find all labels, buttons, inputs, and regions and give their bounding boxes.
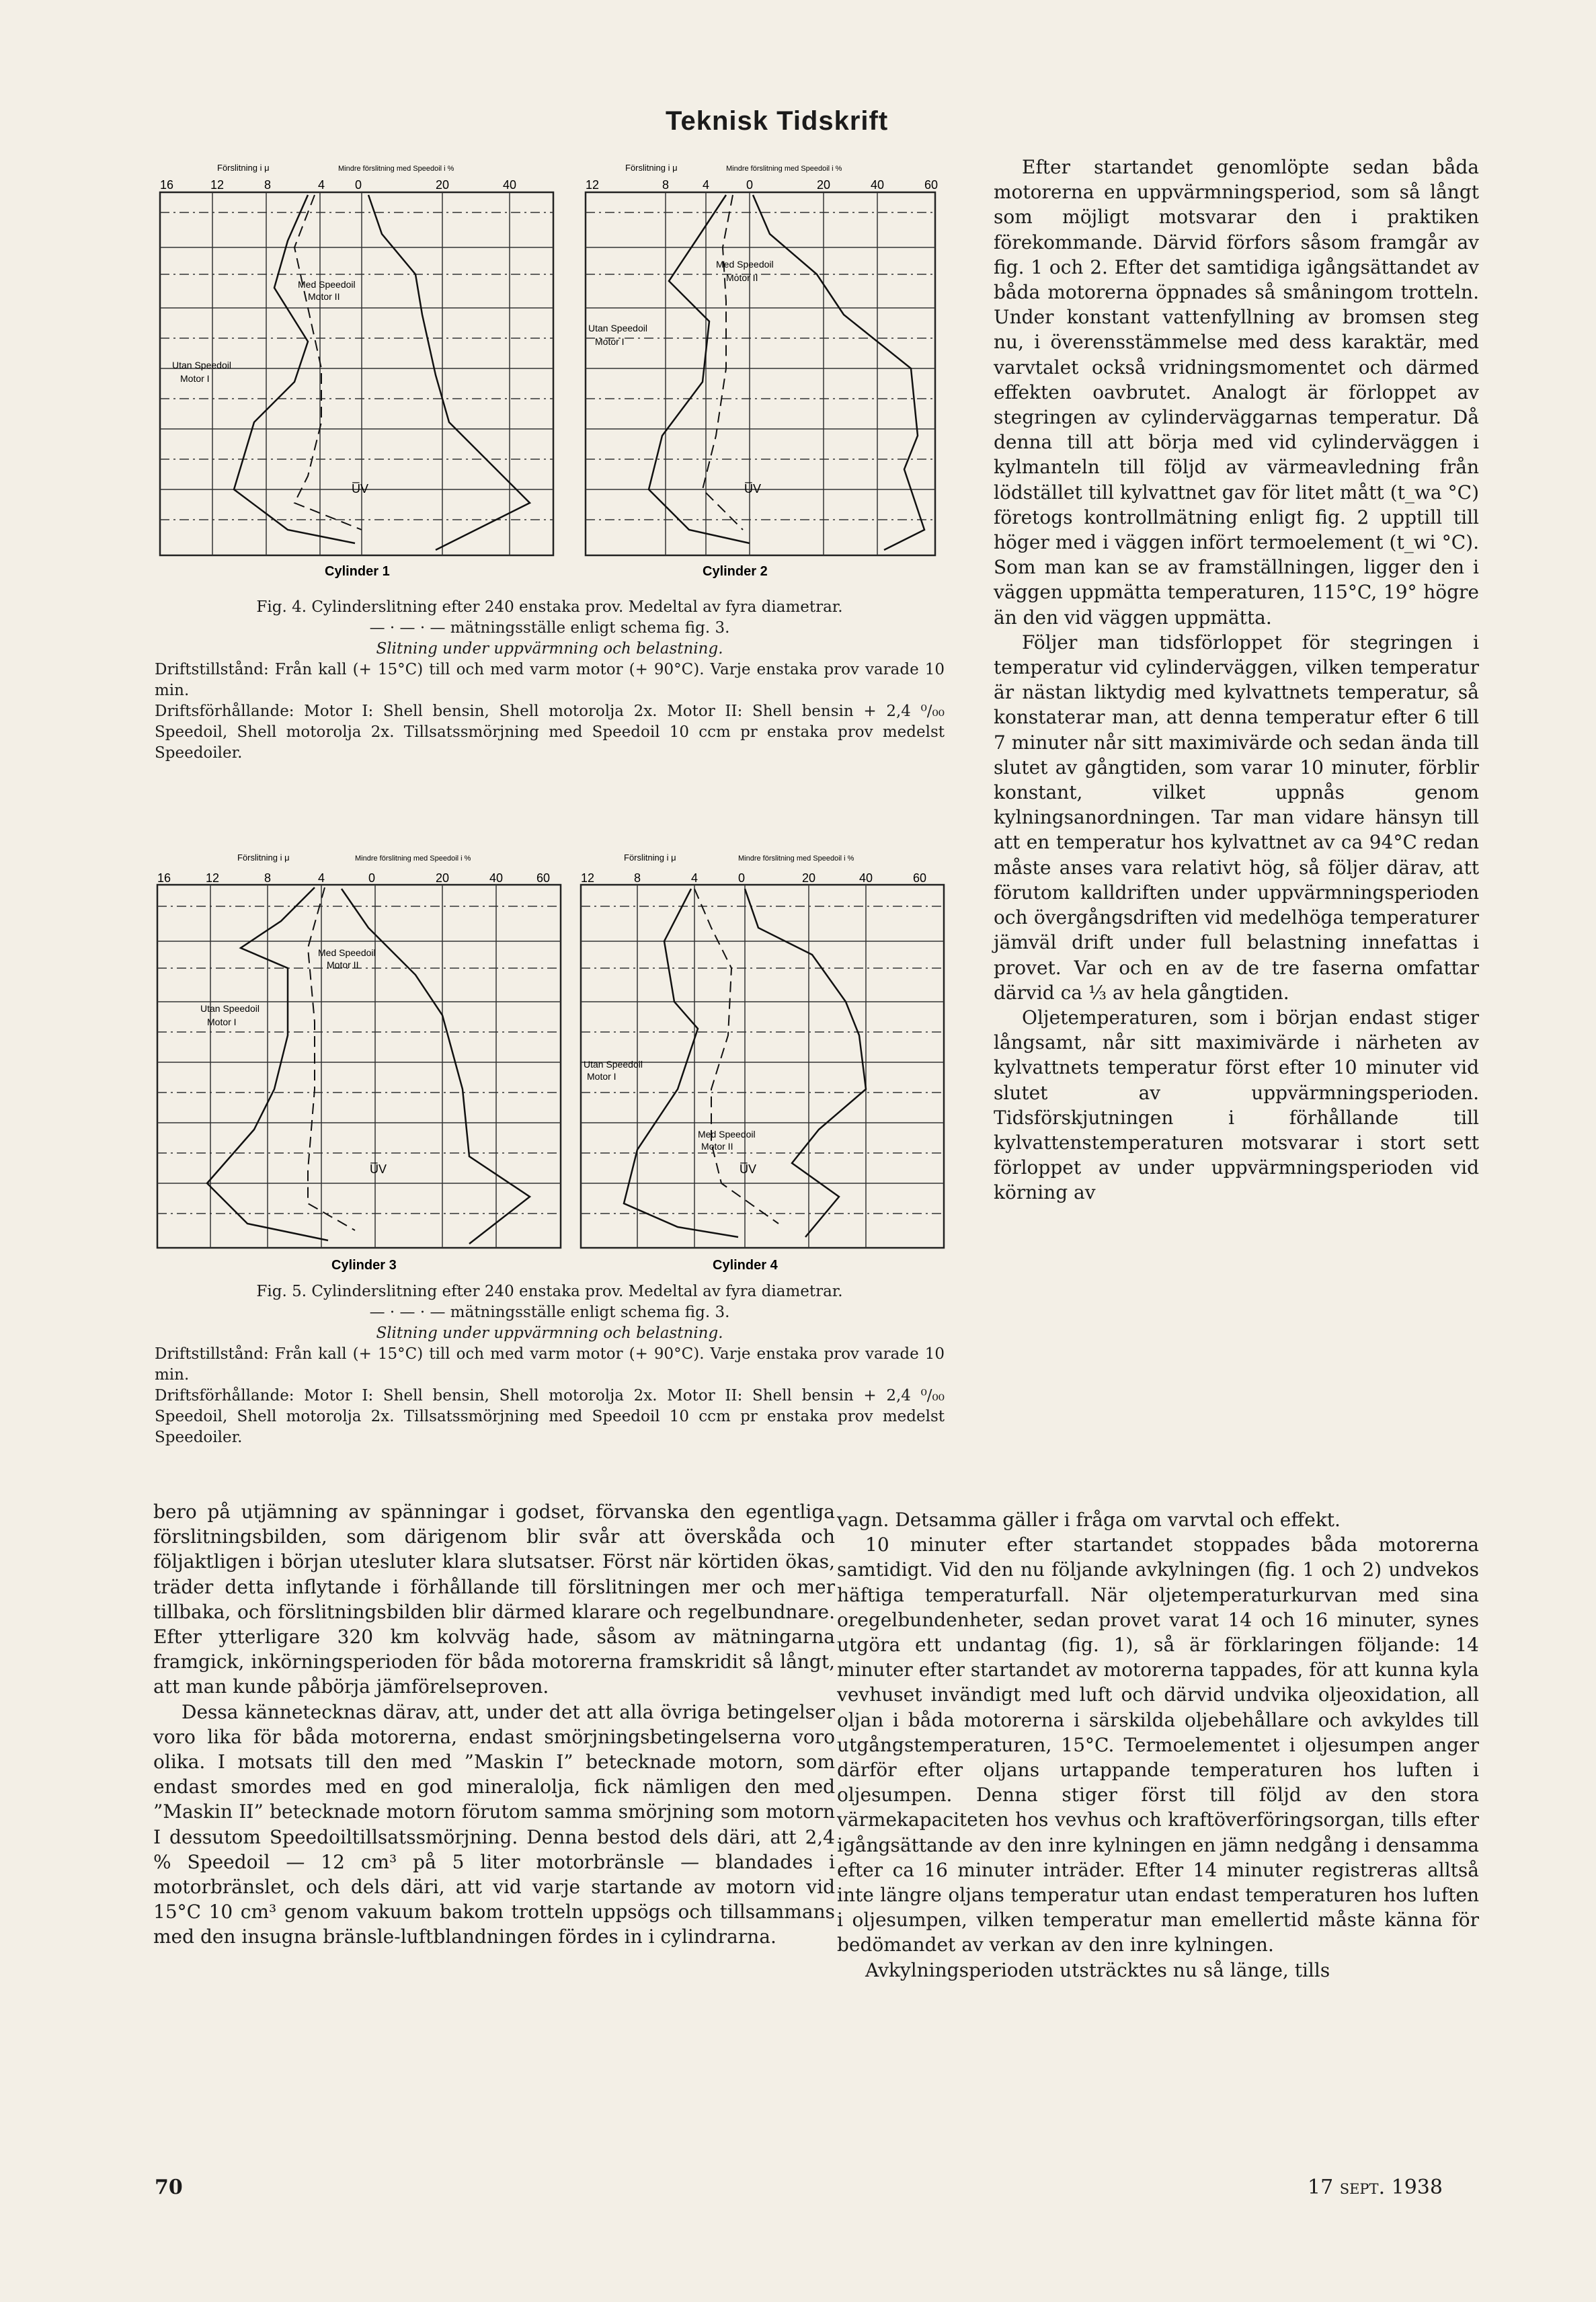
series-label: Motor II <box>308 291 340 302</box>
tick: 0 <box>746 178 754 192</box>
paragraph: 10 minuter efter startandet stoppades båda motorerna samtidigt. Vid den nu följande avkylningen (fig. 1 och 2) undvekos häftiga temperaturfall. När oljetemperaturkurvan med sina oregelbundenheter, sedan provet varat 14 och 16 minuter, synes utgöra ett undantag (fig. 1), så är förklaringen följande: 14 minuter efter startandet av motorerna tappades, för att kunna kyla vevhuset invändigt med luft och därvid undvika oljeoxidation, all oljan i båda motorerna i särskilda oljebehållare och avkyldes till utgångstemperaturen, 15°C. Termoelementet i oljesumpen anger därför efter oljans urtappande temperaturen hos luften i oljesumpen. Denna stiger först till följd av den stora värmekapaciteten hos vevhus och kraftöverföringsorgan, tills efter igångsättande av den inre kylningen en jämn nedgång i densamma efter ca 16 minuter inträder. Efter 14 minuter registreras alltså inte längre oljans temperatur utan endast temperaturen hos luften i oljesumpen, vilken temperatur man emellertid måste känna för bedömandet av verkan av den inre kylningen. <box>837 1534 1479 1956</box>
axis-left-label: Förslitning i μ <box>624 852 676 863</box>
tick: 20 <box>436 871 450 885</box>
caption-line: Slitning under uppvärmning och belastning. <box>376 640 723 658</box>
paragraph: Dessa kännetecknas därav, att, under det att alla övriga betingelser voro lika för båda motorerna, endast smörjningsbetingelserna voro olika. I motsats till den med ”Maskin I” betecknade motorn, som endast smordes med en god mineralolja, fick nämligen den med ”Maskin II” betecknade motorn förutom samma smörjning som motorn I dessutom Speedoiltillsatssmörjning. Denna bestod dels däri, att 2,4 % Speedoil — 12 cm³ på 5 liter motorbränsle — blandades i motorbränslet, och dels däri, att vid varje startande av motorn vid 15°C 10 cm³ genom vakuum bakom trotteln uppsögs och tillsammans med den insugna bränsle-luftblandningen fördes in i cylindrarna. <box>153 1700 835 1948</box>
bottom-right-column <box>837 1507 1479 1983</box>
axis-right-label: Mindre förslitning med Speedoil i % <box>355 855 471 863</box>
chart-cylinder-1 <box>153 153 560 584</box>
caption-line: Driftsförhållande: Motor I: Shell bensin, Shell motorolja 2x. Motor II: Shell bensin + 2,4 ⁰/₀₀ Speedoil, Shell motorolja 2x. Tillsatssmörjning med Speedoil 10 ccm pr enstaka prov medelst Speedoiler. <box>155 703 945 762</box>
series-label: Utan Speedoil <box>200 1003 260 1014</box>
tick: 16 <box>160 178 174 192</box>
series-label: Motor I <box>180 373 210 384</box>
tick: 8 <box>662 178 670 192</box>
series-label: Utan Speedoil <box>588 323 647 333</box>
uv-label: U̅V <box>370 1162 387 1176</box>
series-label: Med Speedoil <box>318 947 376 958</box>
paragraph: vagn. Detsamma gäller i fråga om varvtal och effekt. <box>837 1509 1341 1531</box>
tick-labels <box>586 178 938 192</box>
tick: 4 <box>703 178 710 192</box>
axis-left-label: Förslitning i μ <box>217 163 270 173</box>
tick: 4 <box>691 871 699 885</box>
chart-cylinder-4 <box>577 847 953 1277</box>
caption-line: Fig. 5. Cylinderslitning efter 240 enstaka prov. Medeltal av fyra diametrar. <box>256 1283 843 1300</box>
series-label: Utan Speedoil <box>584 1059 643 1070</box>
tick: 0 <box>738 871 746 885</box>
tick: 8 <box>264 871 272 885</box>
uv-label: U̅V <box>352 482 369 495</box>
tick: 60 <box>536 871 551 885</box>
tick: 0 <box>355 178 362 192</box>
chart-cylinder-3 <box>153 847 570 1277</box>
bottom-left-column <box>153 1499 835 1950</box>
fig4-caption <box>155 597 945 764</box>
tick: 20 <box>802 871 816 885</box>
axis-right-label: Mindre förslitning med Speedoil i % <box>738 855 854 863</box>
axis-right-label: Mindre förslitning med Speedoil i % <box>338 165 454 173</box>
series-label: Med Speedoil <box>298 279 356 290</box>
tick: 4 <box>318 178 325 192</box>
tick: 0 <box>368 871 376 885</box>
caption-line: Driftstillstånd: Från kall (+ 15°C) till och med varm motor (+ 90°C). Varje enstaka prov varade 10 min. <box>155 661 945 699</box>
tick-labels <box>157 871 550 885</box>
paragraph: Oljetemperaturen, som i början endast stiger långsamt, når sitt maximivärde i närheten av kylvattnets temperatur först efter 10 minuter vid slutet av uppvärmningsperioden. Tidsförskjutningen i förhållande till kylvattenstemperaturen motsvarar i stort sett förloppet av under uppvärmningsperioden vid körning av <box>994 1006 1479 1204</box>
caption-line: Fig. 4. Cylinderslitning efter 240 enstaka prov. Medeltal av fyra diametrar. <box>256 598 843 616</box>
tick: 20 <box>817 178 831 192</box>
tick: 40 <box>489 871 504 885</box>
tick: 4 <box>318 871 325 885</box>
journal-title: Teknisk Tidskrift <box>666 106 889 136</box>
chart-title: Cylinder 2 <box>703 564 768 579</box>
chart-title: Cylinder 4 <box>713 1258 778 1273</box>
tick: 8 <box>264 178 272 192</box>
axis-left-label: Förslitning i μ <box>237 852 290 863</box>
tick: 8 <box>634 871 641 885</box>
tick: 12 <box>206 871 220 885</box>
axis-left-label: Förslitning i μ <box>625 163 678 173</box>
caption-line: — · — · — mätningsställe enligt schema fig. 3. <box>369 1304 730 1321</box>
paragraph: Efter startandet genomlöpte sedan båda motorerna en uppvärmningsperiod, som så långt som möjligt motsvarar den i praktiken förekommande. Därvid förfors såsom framgår av fig. 1 och 2. Efter det samtidiga igångsättandet av båda motorerna öppnades så småningom trotteln. Under konstant vattenfyllning av bromsen steg nu, i överensstämmelse med dess karaktär, med varvtalet också vridningsmomentet och därmed effekten oavbrutet. Analogt är förloppet av stegringen av cylinderväggarnas temperatur. Då denna till att börja med vid cylinderväggen i kylmanteln till följd av värmeavledning från lödstället till kylvattnet gav för litet mått (t_wa °C) företogs kontrollmätning enligt fig. 2 upptill till höger med i väggen infört termoelement (t_wi °C). Som man kan se av framställningen, ligger den i väggen uppmätta temperaturen, 115°C, 19° högre än den vid väggen uppmätta. <box>994 156 1479 629</box>
tick: 40 <box>503 178 517 192</box>
tick: 12 <box>581 871 595 885</box>
paragraph: Avkylningsperioden utsträcktes nu så länge, tills <box>865 1958 1330 1981</box>
tick: 16 <box>157 871 171 885</box>
paragraph: Följer man tidsförloppet för stegringen i temperatur vid cylinderväggen, vilken temperatur är nästan liktydig med kylvattnets temperatur, så konstaterar man, att denna temperatur efter 6 till 7 minuter når sitt maximivärde och sedan ända till slutet av gångtiden, som varar 10 minuter, förblir konstant, vilket uppnås genom kylningsanordningen. Tar man vidare hänsyn till att en temperatur hos kylvattnet av ca 94°C redan måste anses vara relativt hög, så följer därav, att förutom kalldriften under uppvärmningsperioden och övergångsdriften vid medelhöga temperaturer jämväl drift under full belastning innefattas i provet. Var och en av de tre faserna omfattar därvid ca ⅓ av hela gångtiden. <box>994 631 1479 1004</box>
paragraph: bero på utjämning av spänningar i godset, förvanska den egentliga förslitningsbilden, som därigenom blir svår att överskåda och följaktligen i början utesluter klara slutsatser. Först när körtiden ökas, träder detta inflytande i förhållande till förslitningen mer och mer tillbaka, och förslitningsbilden blir därmed klarare och regelbundnare. Efter ytterligare 320 km kolvväg hade, såsom av mätningarna framgick, inkörningsperioden för båda motorerna framskridit så långt, att man kunde påbörja jämförelseproven. <box>153 1501 835 1698</box>
caption-line: Driftsförhållande: Motor I: Shell bensin, Shell motorolja 2x. Motor II: Shell bensin + 2,4 ⁰/₀₀ Speedoil, Shell motorolja 2x. Tillsatssmörjning med Speedoil 10 ccm pr enstaka prov medelst Speedoiler. <box>155 1387 945 1446</box>
fig5-caption <box>155 1281 945 1448</box>
chart-title: Cylinder 1 <box>325 564 390 579</box>
uv-label: U̅V <box>744 482 762 495</box>
caption-line: Slitning under uppvärmning och belastning. <box>376 1324 723 1342</box>
tick-labels <box>160 178 516 192</box>
chart-cylinder-2 <box>561 153 951 584</box>
series-label: Motor I <box>595 336 625 347</box>
series-label: Motor II <box>327 959 359 970</box>
tick: 12 <box>210 178 225 192</box>
series-label: Motor II <box>726 272 758 283</box>
series-label: Utan Speedoil <box>172 360 231 370</box>
tick: 20 <box>436 178 450 192</box>
issue-date: 17 sept. 1938 <box>1308 2176 1443 2199</box>
series-label: Motor I <box>587 1071 616 1082</box>
caption-line: Driftstillstånd: Från kall (+ 15°C) till och med varm motor (+ 90°C). Varje enstaka prov varade 10 min. <box>155 1345 945 1384</box>
tick: 60 <box>913 871 927 885</box>
tick: 60 <box>924 178 939 192</box>
tick: 12 <box>586 178 600 192</box>
uv-label: U̅V <box>740 1162 757 1176</box>
series-label: Med Speedoil <box>716 259 774 270</box>
tick: 40 <box>871 178 885 192</box>
tick-labels <box>581 871 926 885</box>
right-column-top <box>994 155 1479 1205</box>
page-number: 70 <box>155 2176 183 2199</box>
caption-line: — · — · — mätningsställe enligt schema fig. 3. <box>369 619 730 637</box>
series-label: Med Speedoil <box>698 1129 756 1140</box>
axis-right-label: Mindre förslitning med Speedoil i % <box>726 165 842 173</box>
tick: 40 <box>859 871 873 885</box>
series-label: Motor II <box>701 1141 733 1152</box>
chart-title: Cylinder 3 <box>331 1258 397 1273</box>
series-label: Motor I <box>207 1017 237 1027</box>
